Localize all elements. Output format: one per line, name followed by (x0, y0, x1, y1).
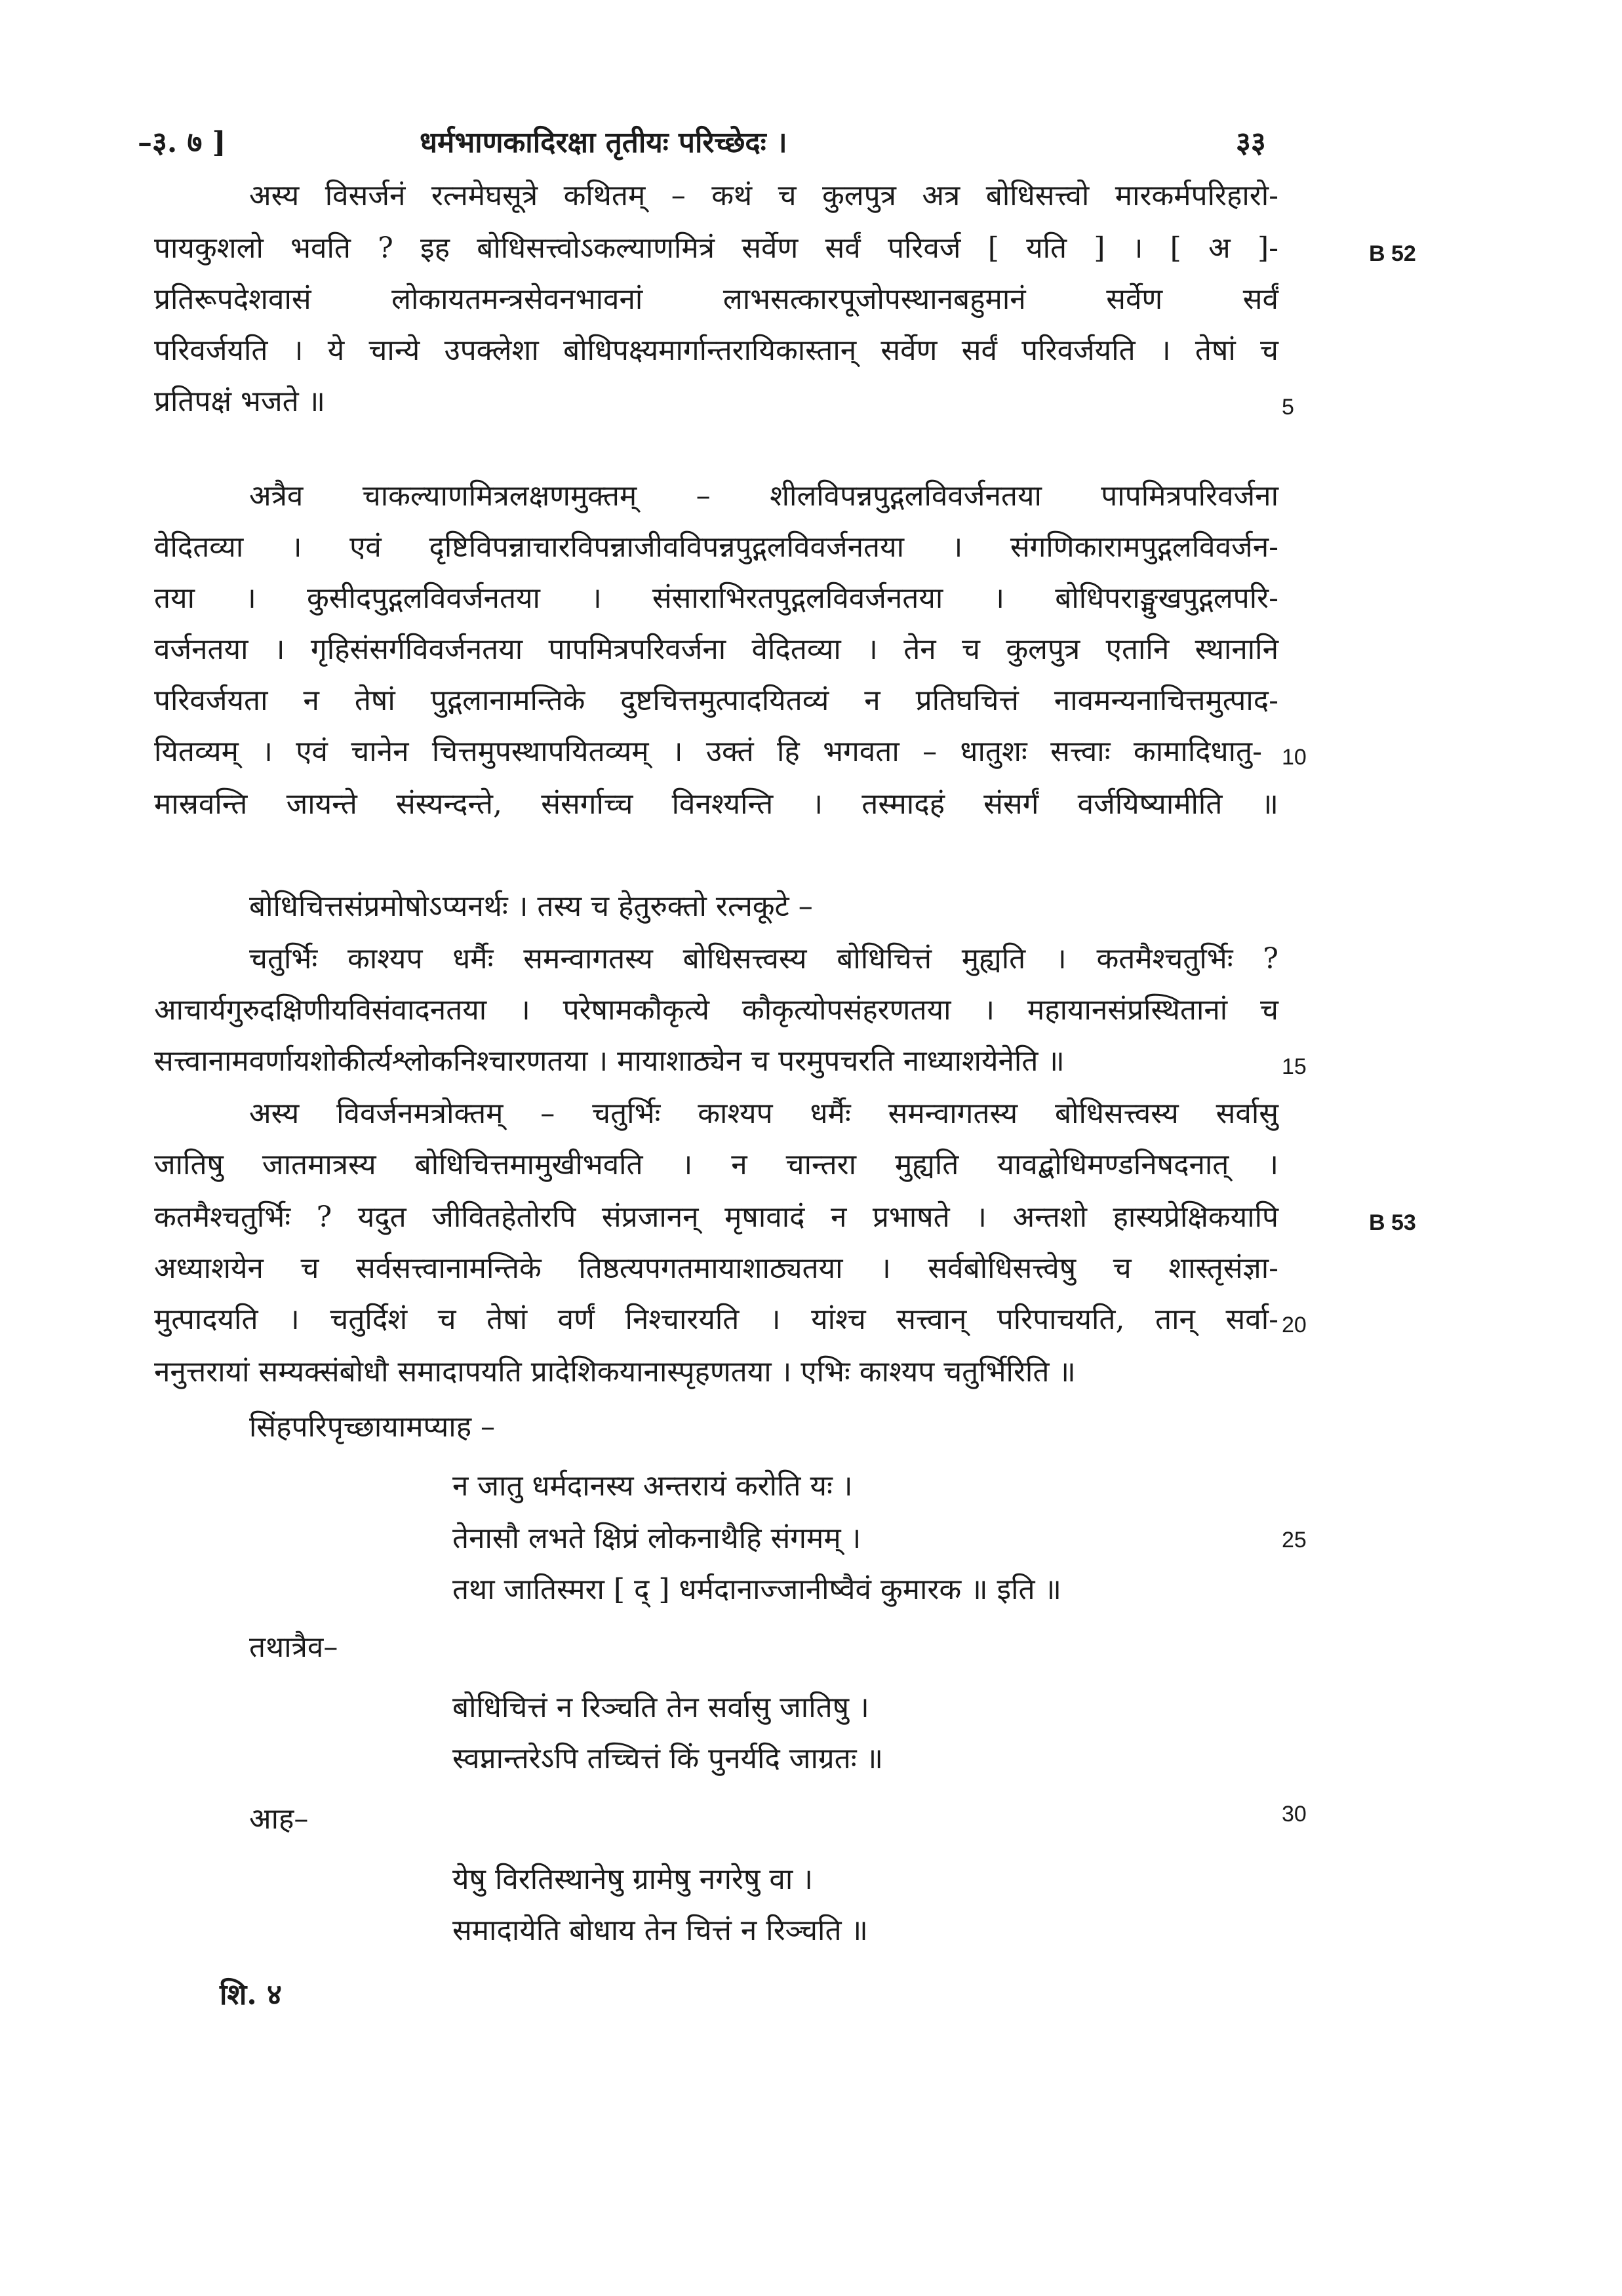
line-number: 10 (1282, 745, 1307, 770)
text-line: ननुत्तरायां सम्यक्संबोधौ समादापयति प्रादेशिकयानास्पृहणतया । एभिः काश्यप चतुर्भिरिति ॥ (154, 1355, 1076, 1389)
section-label: आह– (249, 1802, 309, 1836)
text-line: अस्य विवर्जनमत्रोक्तम् – चतुर्भिः काश्यप धर्मैः समन्वागतस्य बोधिसत्त्वस्य सर्वासु (249, 1097, 1278, 1130)
text-line: मुत्पादयति । चतुर्दिशं च तेषां वर्णं निश्चारयति । यांश्च सत्त्वान् परिपाचयति, तान् सर्वा- (154, 1303, 1278, 1336)
margin-ref: B 53 (1369, 1210, 1416, 1235)
text-line: वेदितव्या । एवं दृष्टिविपन्नाचारविपन्नाजीवविपन्नपुद्गलविवर्जनतया । संगणिकारामपुद्गलविवर्जन- (154, 530, 1278, 564)
text-line: अस्य विसर्जनं रत्नमेघसूत्रे कथितम् – कथं च कुलपुत्र अत्र बोधिसत्त्वो मारकर्मपरिहारो- (249, 179, 1278, 212)
text-line: वर्जनतया । गृहिसंसर्गविवर्जनतया पापमित्रपरिवर्जना वेदितव्या । तेन च कुलपुत्र एतानि स्थानानि (154, 633, 1278, 666)
verse-line: समादायेति बोधाय तेन चित्तं न रिञ्चति ॥ (452, 1914, 868, 1947)
line-number: 5 (1282, 395, 1294, 420)
text-line: जातिषु जातमात्रस्य बोधिचित्तमामुखीभवति । न चान्तरा मुह्यति यावद्बोधिमण्डनिषदनात् । (154, 1148, 1278, 1181)
verse-line: येषु विरतिस्थानेषु ग्रामेषु नगरेषु वा । (452, 1863, 813, 1896)
text-line: यितव्यम् । एवं चानेन चित्तमुपस्थापयितव्यम् । उक्तं हि भगवता – धातुशः सत्त्वाः कामादिधातु- (154, 735, 1262, 768)
verse-line: स्वप्नान्तरेऽपि तच्चित्तं किं पुनर्यदि जाग्रतः ॥ (452, 1742, 883, 1775)
text-line: प्रतिपक्षं भजते ॥ (154, 385, 326, 418)
line-number: 30 (1282, 1802, 1307, 1827)
text-line: परिवर्जयति । ये चान्ये उपक्लेशा बोधिपक्ष्यमार्गान्तरायिकास्तान् सर्वेण सर्वं परिवर्जयति । तेषां च (154, 334, 1278, 367)
section-label: तथात्रैव– (249, 1631, 338, 1664)
verse-line: बोधिचित्तं न रिञ्चति तेन सर्वासु जातिषु । (452, 1691, 869, 1724)
text-line: सत्त्वानामवर्णायशोकीर्त्यश्लोकनिश्चारणतया । मायाशाठ्येन च परमुपचरति नाध्याशयेनेति ॥ (154, 1044, 1065, 1078)
text-line: अध्याशयेन च सर्वसत्त्वानामन्तिके तिष्ठत्यपगतमायाशाठ्यतया । सर्वबोधिसत्त्वेषु च शास्तृसंज्ञा- (154, 1252, 1278, 1285)
margin-ref: B 52 (1369, 241, 1416, 266)
text-line: अत्रैव चाकल्याणमित्रलक्षणमुक्तम् – शीलविपन्नपुद्गलविवर्जनतया पापमित्रपरिवर्जना (249, 479, 1278, 513)
text-line: पायकुशलो भवति ? इह बोधिसत्त्वोऽकल्याणमित्रं सर्वेण सर्वं परिवर्ज [ यति ] । [ अ ]- (154, 231, 1278, 265)
text-line: प्रतिरूपदेशवासं लोकायतमन्त्रसेवनभावनां लाभसत्कारपूजोपस्थानबहुमानं सर्वेण सर्वं (154, 283, 1278, 316)
running-title: धर्मभाणकादिरक्षा तृतीयः परिच्छेदः । (420, 126, 787, 159)
text-line: तया । कुसीदपुद्गलविवर्जनतया । संसाराभिरतपुद्गलविवर्जनतया । बोधिपराङ्मुखपुद्गलपरि- (154, 582, 1278, 615)
text-line: परिवर्जयता न तेषां पुद्गलानामन्तिके दुष्टचित्तमुत्पादयितव्यं न प्रतिघचित्तं नावमन्यनाचित्तमुत्पाद- (154, 684, 1278, 717)
verse-line: न जातु धर्मदानस्य अन्तरायं करोति यः । (452, 1469, 853, 1503)
text-line: चतुर्भिः काश्यप धर्मैः समन्वागतस्य बोधिसत्त्वस्य बोधिचित्तं मुह्यति । कतमैश्चतुर्भिः ? (249, 942, 1278, 976)
line-number: 15 (1282, 1054, 1307, 1079)
verse-line: तेनासौ लभते क्षिप्रं लोकनाथैहि संगमम् । (452, 1522, 861, 1555)
signature-mark: शि. ४ (220, 1978, 282, 2011)
page-number: ३३ (1236, 126, 1266, 159)
section-label: सिंहपरिपृच्छायामप्याह – (249, 1410, 496, 1444)
header-section-number: –३. ७ ] (138, 126, 226, 159)
line-number: 20 (1282, 1313, 1307, 1337)
text-line: मास्रवन्ति जायन्ते संस्यन्दन्ते, संसर्गाच्च विनश्यन्ति । तस्मादहं संसर्गं वर्जयिष्यामीति ॥ (154, 787, 1278, 821)
line-number: 25 (1282, 1528, 1307, 1553)
text-line: कतमैश्चतुर्भिः ? यदुत जीवितहेतोरपि संप्रजानन् मृषावादं न प्रभाषते । अन्तशो हास्यप्रेक्षिकयापि (154, 1200, 1278, 1234)
verse-line: तथा जातिस्मरा [ द् ] धर्मदानाज्जानीष्वैवं कुमारक ॥ इति ॥ (452, 1573, 1061, 1606)
text-line: बोधिचित्तसंप्रमोषोऽप्यनर्थः । तस्य च हेतुरुक्तो रत्नकूटे – (249, 890, 813, 923)
text-line: आचार्यगुरुदक्षिणीयविसंवादनतया । परेषामकौकृत्ये कौकृत्योपसंहरणतया । महायानसंप्रस्थितानां च (154, 993, 1278, 1027)
